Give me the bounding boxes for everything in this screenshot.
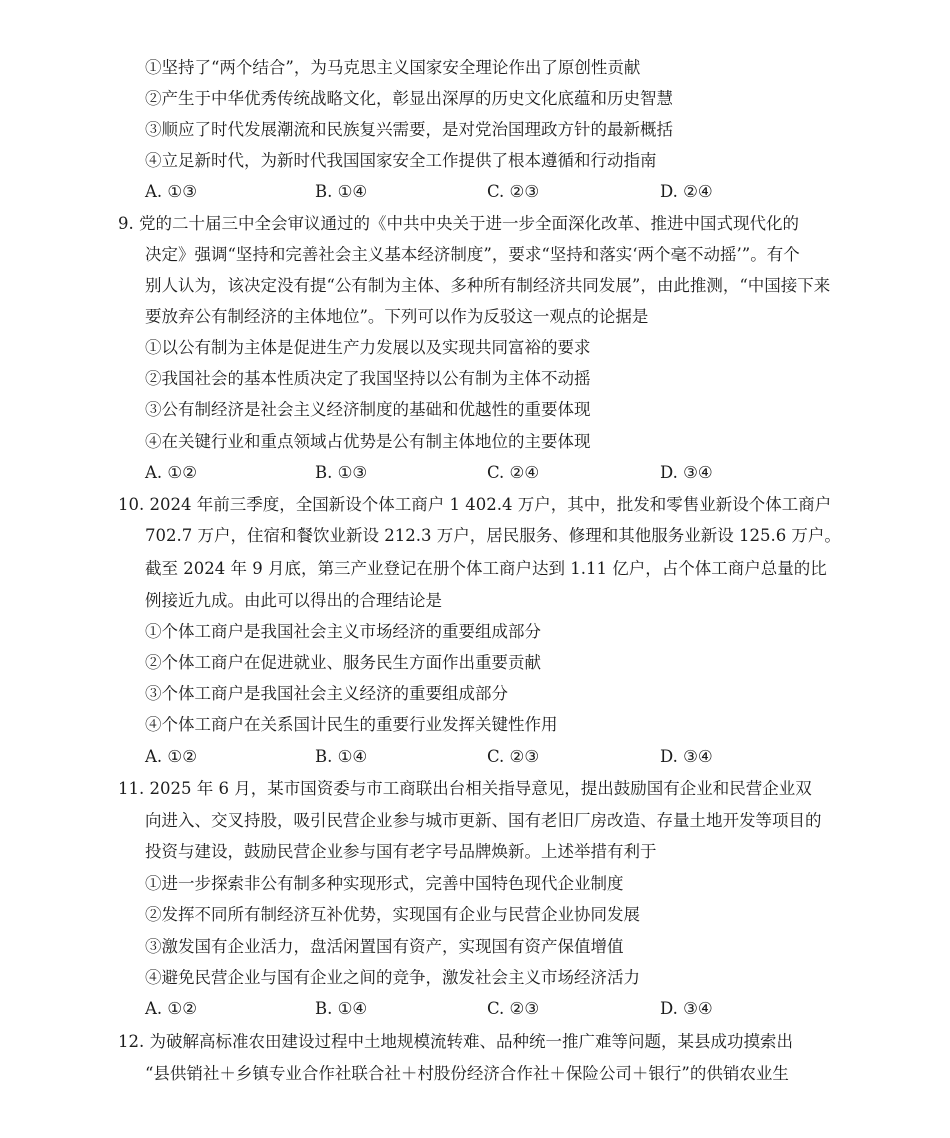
option-d: D. ③④ bbox=[660, 463, 713, 482]
option-d: D. ③④ bbox=[660, 747, 713, 766]
question-12-stem-line: “县供销社＋乡镇专业合作社联合社＋村股份经济合作社＋保险公司＋银行”的供销农业生 bbox=[145, 1064, 789, 1083]
statement-4: ④个体工商户在关系国计民生的重要行业发挥关键性作用 bbox=[145, 715, 558, 734]
option-d: D. ③④ bbox=[660, 999, 713, 1018]
option-b: B. ①④ bbox=[315, 999, 368, 1018]
option-b: B. ①④ bbox=[315, 747, 368, 766]
statement-2: ②产生于中华优秀传统战略文化，彰显出深厚的历史文化底蕴和历史智慧 bbox=[145, 89, 673, 108]
question-10-stem-line: 例接近九成。由此可以得出的合理结论是 bbox=[145, 591, 442, 610]
option-c: C. ②③ bbox=[487, 182, 540, 201]
option-c: C. ②③ bbox=[487, 747, 540, 766]
question-11-stem: 11. 2025 年 6 月，某市国资委与市工商联出台相关指导意见，提出鼓励国有企业和民营企业双 bbox=[118, 779, 812, 798]
option-a: A. ①② bbox=[145, 999, 197, 1018]
statement-2: ②我国社会的基本性质决定了我国坚持以公有制为主体不动摇 bbox=[145, 369, 591, 388]
statement-1: ①进一步探索非公有制多种实现形式，完善中国特色现代企业制度 bbox=[145, 874, 624, 893]
option-d: D. ②④ bbox=[660, 182, 713, 201]
question-12-stem: 12. 为破解高标准农田建设过程中土地规模流转难、品种统一推广难等问题，某县成功摸索出 bbox=[118, 1032, 793, 1051]
question-9-stem-line: 决定》强调“坚持和完善社会主义基本经济制度”，要求“坚持和落实‘两个毫不动摇’”。有个 bbox=[145, 245, 800, 264]
option-a: A. ①② bbox=[145, 463, 197, 482]
option-a: A. ①③ bbox=[145, 182, 197, 201]
statement-3: ③个体工商户是我国社会主义经济的重要组成部分 bbox=[145, 684, 508, 703]
option-c: C. ②④ bbox=[487, 463, 540, 482]
statement-1: ①个体工商户是我国社会主义市场经济的重要组成部分 bbox=[145, 622, 541, 641]
statement-4: ④在关键行业和重点领域占优势是公有制主体地位的主要体现 bbox=[145, 432, 591, 451]
option-b: B. ①④ bbox=[315, 182, 368, 201]
option-c: C. ②③ bbox=[487, 999, 540, 1018]
question-11-stem-line: 投资与建设，鼓励民营企业参与国有老字号品牌焕新。上述举措有利于 bbox=[145, 842, 657, 861]
statement-2: ②发挥不同所有制经济互补优势，实现国有企业与民营企业协同发展 bbox=[145, 905, 640, 924]
question-10-stem: 10. 2024 年前三季度，全国新设个体工商户 1 402.4 万户，其中，批发和零售业新设个体工商户 bbox=[118, 495, 832, 514]
option-b: B. ①③ bbox=[315, 463, 368, 482]
question-11-stem-line: 向进入、交叉持股，吸引民营企业参与城市更新、国有老旧厂房改造、存量土地开发等项目的 bbox=[145, 811, 822, 830]
statement-2: ②个体工商户在促进就业、服务民生方面作出重要贡献 bbox=[145, 653, 541, 672]
statement-3: ③顺应了时代发展潮流和民族复兴需要，是对党治国理政方针的最新概括 bbox=[145, 120, 673, 139]
statement-3: ③公有制经济是社会主义经济制度的基础和优越性的重要体现 bbox=[145, 400, 591, 419]
statement-1: ①坚持了“两个结合”，为马克思主义国家安全理论作出了原创性贡献 bbox=[145, 58, 641, 77]
statement-1: ①以公有制为主体是促进生产力发展以及实现共同富裕的要求 bbox=[145, 338, 591, 357]
question-9-stem-line: 别人认为，该决定没有提“公有制为主体、多种所有制经济共同发展”，由此推测，“中国接下来 bbox=[145, 276, 831, 295]
question-10-stem-line: 截至 2024 年 9 月底，第三产业登记在册个体工商户达到 1.11 亿户，占个体工商户总量的比 bbox=[145, 559, 827, 578]
statement-4: ④立足新时代，为新时代我国国家安全工作提供了根本遵循和行动指南 bbox=[145, 151, 657, 170]
question-10-stem-line: 702.7 万户，住宿和餐饮业新设 212.3 万户，居民服务、修理和其他服务业新设 125.6 万户。 bbox=[145, 526, 841, 545]
option-a: A. ①② bbox=[145, 747, 197, 766]
question-9-stem-line: 要放弃公有制经济的主体地位”。下列可以作为反驳这一观点的论据是 bbox=[145, 307, 649, 326]
statement-4: ④避免民营企业与国有企业之间的竞争，激发社会主义市场经济活力 bbox=[145, 968, 640, 987]
question-9-stem: 9. 党的二十届三中全会审议通过的《中共中央关于进一步全面深化改革、推进中国式现代化的 bbox=[118, 214, 799, 233]
statement-3: ③激发国有企业活力，盘活闲置国有资产，实现国有资产保值增值 bbox=[145, 937, 624, 956]
